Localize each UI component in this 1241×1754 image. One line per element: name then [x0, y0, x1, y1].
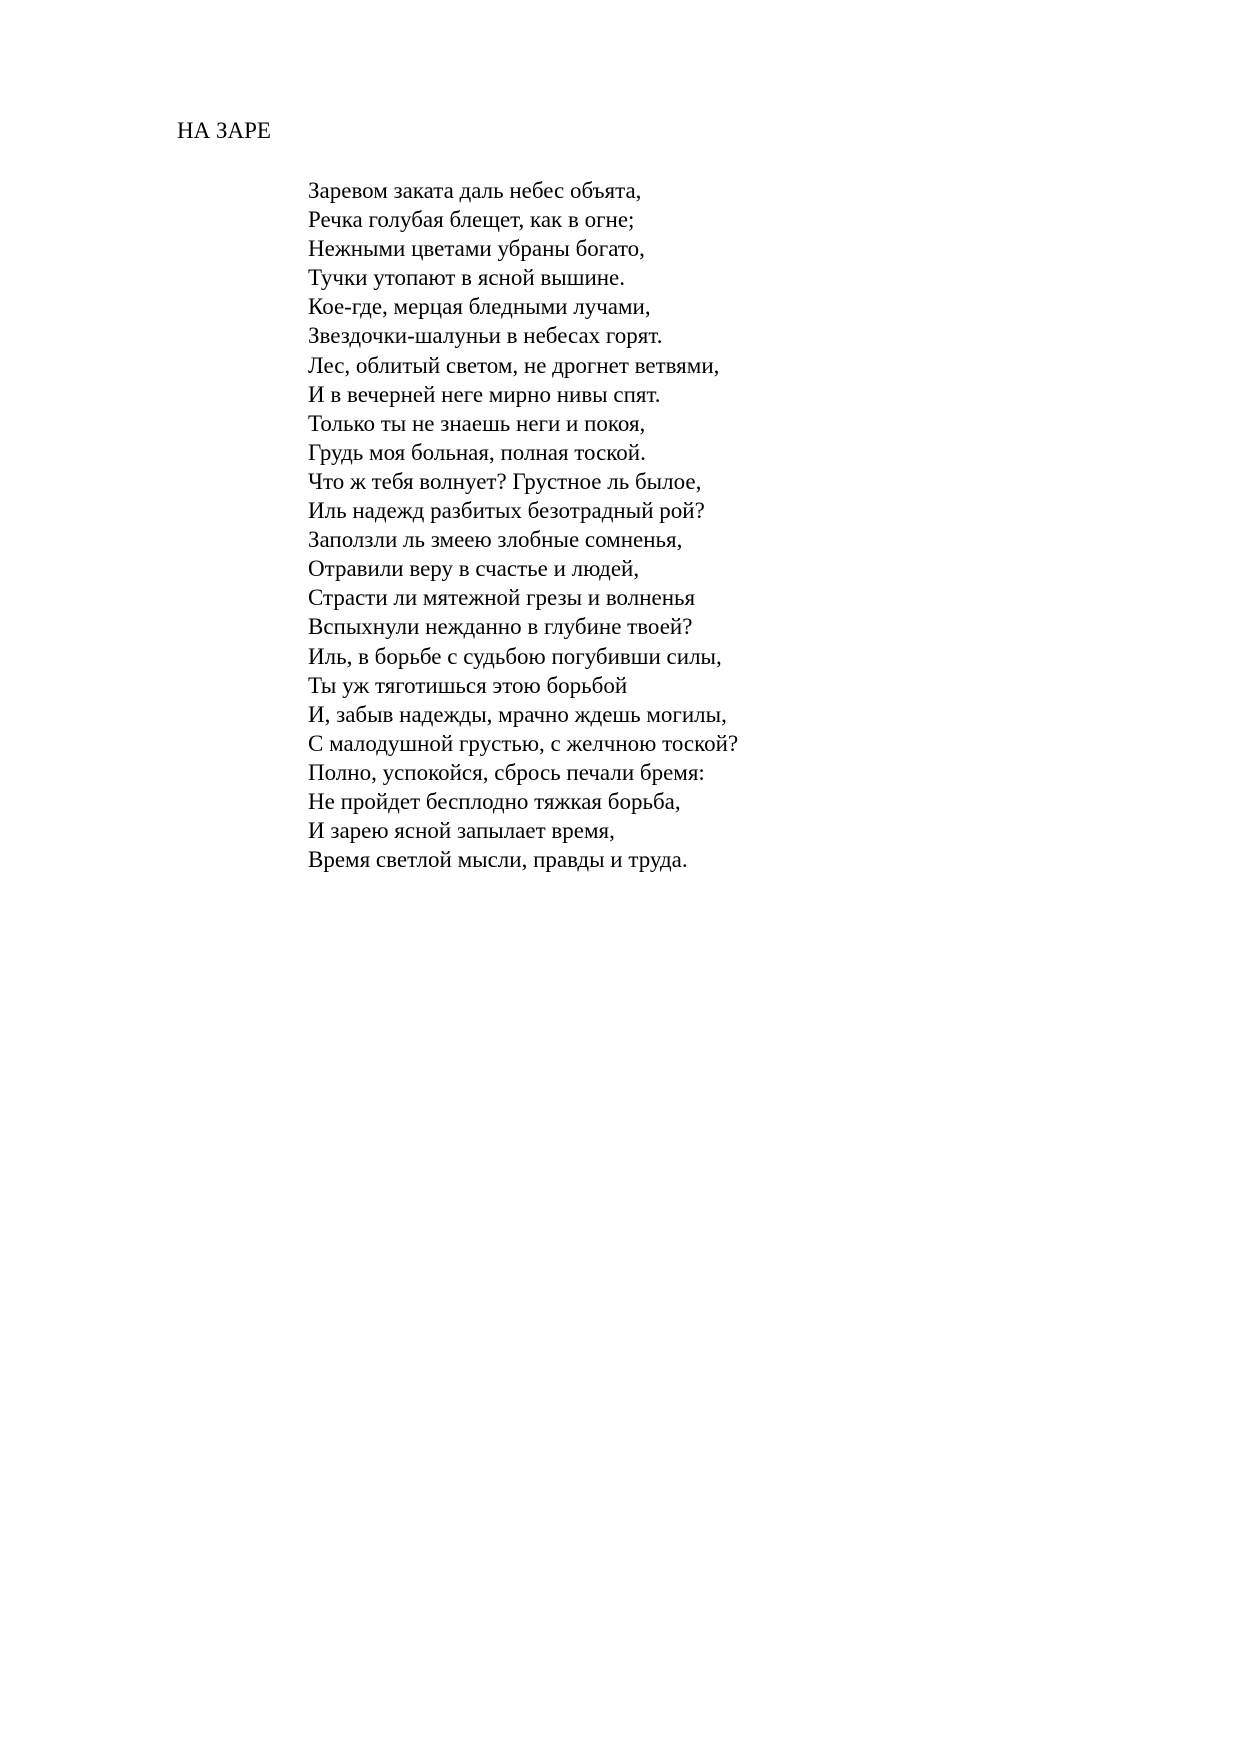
poem-line: С малодушной грустью, с желчною тоской? [308, 730, 739, 756]
poem-line: Заползли ль змеею злобные сомненья, [308, 527, 683, 553]
poem-line: Иль надежд разбитых безотрадный рой? [308, 498, 705, 524]
poem-line: Нежными цветами убраны богато, [308, 236, 645, 262]
poem-line: Время светлой мысли, правды и труда. [308, 847, 688, 873]
poem-line: Речка голубая блещет, как в огне; [308, 207, 635, 233]
poem-line: Вспыхнули нежданно в глубине твоей? [308, 614, 693, 640]
poem-line: Кое-где, мерцая бледными лучами, [308, 294, 651, 320]
poem-line: Грудь моя больная, полная тоской. [308, 439, 646, 465]
poem-line: И в вечерней неге мирно нивы спят. [308, 381, 661, 407]
poem-line: И, забыв надежды, мрачно ждешь могилы, [308, 701, 727, 727]
poem-line: Иль, в борьбе с судьбою погубивши силы, [308, 643, 722, 669]
poem-line: Звездочки-шалуньи в небесах горят. [308, 323, 663, 349]
poem-line: Полно, успокойся, сбрось печали бремя: [308, 759, 705, 785]
poem-line: Не пройдет бесплодно тяжкая борьба, [308, 788, 681, 814]
poem-line: Только ты не знаешь неги и покоя, [308, 410, 646, 436]
poem-line: Отравили веру в счастье и людей, [308, 556, 640, 582]
poem-line: Тучки утопают в ясной вышине. [308, 265, 626, 291]
poem-line: И зарею ясной запылает время, [308, 818, 615, 844]
poem-line: Страсти ли мятежной грезы и волненья [308, 585, 696, 611]
poem-line: Заревом заката даль небес объята, [308, 178, 642, 203]
poem-line: Лес, облитый светом, не дрогнет ветвями, [308, 352, 720, 378]
poem-body [308, 176, 738, 874]
poem-title: НА ЗАРЕ [177, 118, 271, 143]
poem-line: Ты уж тяготишься этою борьбой [308, 672, 628, 698]
poem-line: Что ж тебя волнует? Грустное ль былое, [308, 468, 702, 494]
